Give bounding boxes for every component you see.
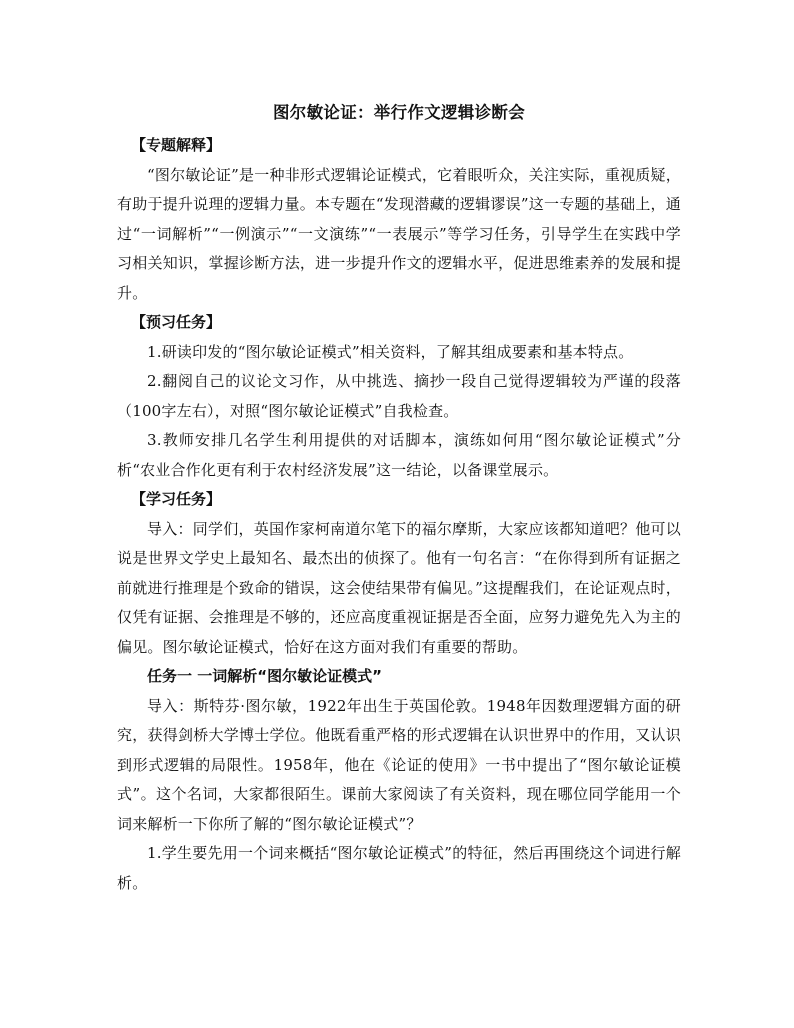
- task-one-heading: 任务一 一词解析“图尔敏论证模式”: [147, 667, 382, 685]
- task-one-item-1: 1.学生要先用一个词来概括“图尔敏论证模式”的特征，然后再围绕这个词进行解析。: [117, 844, 681, 892]
- page-title: 图尔敏论证：举行作文逻辑诊断会: [273, 103, 525, 122]
- document-page: [117, 98, 681, 898]
- section-heading-preview: 【预习任务】: [131, 313, 222, 331]
- learning-intro-paragraph: 导入：同学们，英国作家柯南道尔笔下的福尔摩斯，大家应该都知道吧？他可以说是世界文学史上最知名、最杰出的侦探了。他有一句名言：“在你得到所有证据之前就进行推理是个致命的错误，这会使结果带有偏见。”这提醒我们，在论证观点时，仅凭有证据、会推理是不够的，还应高度重视证据是否全面，应努力避免先入为主的偏见。图尔敏论证模式，恰好在这方面对我们有重要的帮助。: [117, 519, 681, 656]
- preview-item-1: 1.研读印发的“图尔敏论证模式”相关资料，了解其组成要素和基本特点。: [147, 342, 634, 361]
- section-heading-explanation: 【专题解释】: [131, 136, 222, 154]
- preview-item-2: 2.翻阅自己的议论文习作，从中挑选、摘抄一段自己觉得逻辑较为严谨的段落（100字左右），对照“图尔敏论证模式”自我检查。: [117, 372, 681, 420]
- task-one-intro-paragraph: 导入：斯特芬·图尔敏，1922年出生于英国伦敦。1948年因数理逻辑方面的研究，获得剑桥大学博士学位。他既看重严格的形式逻辑在认识世界中的作用，又认识到形式逻辑的局限性。1958年，他在《论证的使用》一书中提出了“图尔敏论证模式”。这个名词，大家都很陌生。课前大家阅读了有关资料，现在哪位同学能用一个词来解析一下你所了解的“图尔敏论证模式”？: [117, 696, 681, 833]
- section-heading-learning: 【学习任务】: [131, 490, 222, 508]
- explanation-paragraph: “图尔敏论证”是一种非形式逻辑论证模式，它着眼听众，关注实际，重视质疑，有助于提升说理的逻辑力量。本专题在“发现潜藏的逻辑谬误”这一专题的基础上，通过“一词解析”“一例演示”“一文演练”“一表展示”等学习任务，引导学生在实践中学习相关知识，掌握诊断方法，进一步提升作文的逻辑水平，促进思维素养的发展和提升。: [117, 165, 681, 302]
- preview-item-3: 3.教师安排几名学生利用提供的对话脚本，演练如何用“图尔敏论证模式”分析“农业合作化更有利于农村经济发展”这一结论，以备课堂展示。: [117, 431, 681, 479]
